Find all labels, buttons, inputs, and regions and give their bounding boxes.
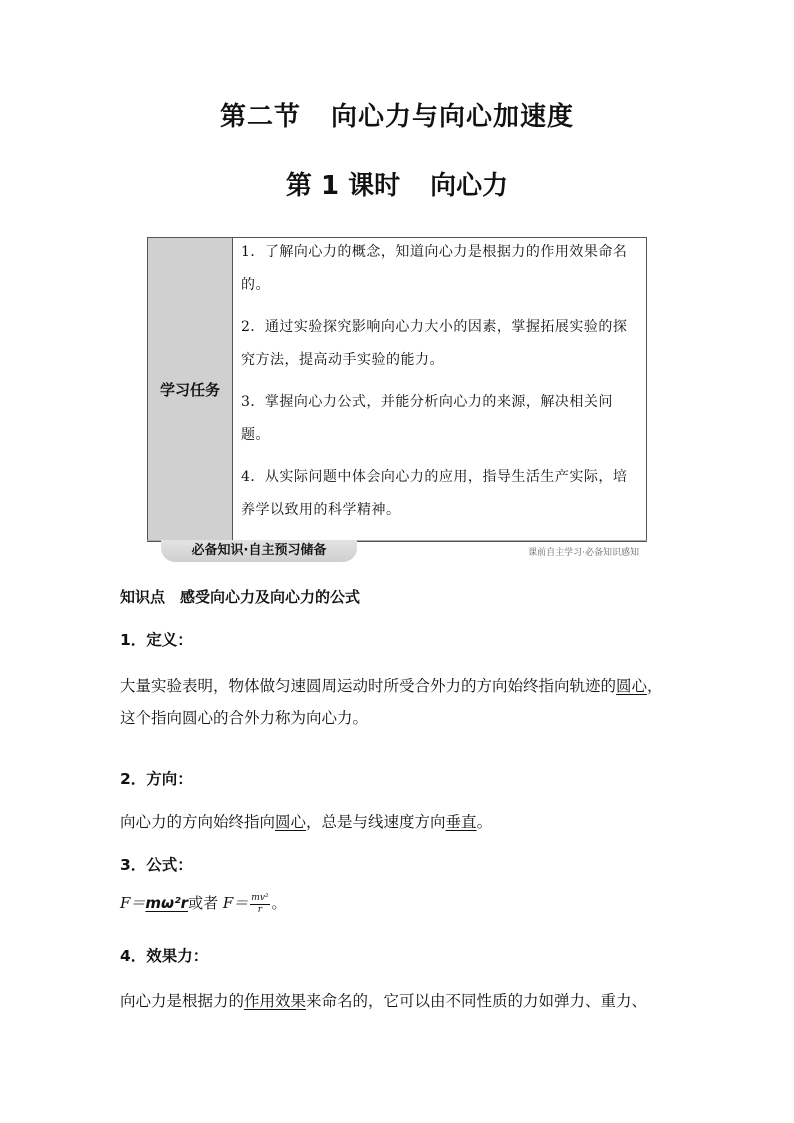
task-list bbox=[233, 238, 646, 541]
formula-connector: 或者 bbox=[188, 894, 219, 912]
direction-text: 向心力的方向始终指向 bbox=[120, 813, 276, 831]
definition-text-end: ，这个指向圆心的合外力称为向心力。 bbox=[120, 677, 663, 727]
direction-key-term-perpendicular: 垂直 bbox=[445, 813, 477, 831]
fraction-numerator: mv² bbox=[251, 892, 269, 903]
direction-paragraph bbox=[120, 806, 676, 838]
fraction-denominator: r bbox=[257, 904, 263, 915]
lesson-title bbox=[0, 165, 794, 202]
formula-expression: mω²r bbox=[145, 894, 189, 912]
effect-heading: 4．效果力： bbox=[120, 947, 209, 965]
task-item: 1．了解向心力的概念，知道向心力是根据力的作用效果命名的。 bbox=[241, 244, 628, 293]
formula-end: 。 bbox=[271, 894, 287, 912]
formula-line bbox=[120, 887, 676, 919]
task-item: 2．通过实验探究影响向心力大小的因素，掌握拓展实验的探究方法，提高动手实验的能力。 bbox=[241, 319, 628, 368]
task-item: 4．从实际问题中体会向心力的应用，指导生活生产实际，培养学以致用的科学精神。 bbox=[241, 469, 628, 518]
definition-heading: 1．定义： bbox=[120, 631, 193, 649]
formula-heading: 3．公式： bbox=[120, 856, 193, 874]
direction-text-end: 。 bbox=[476, 813, 493, 831]
formula-lhs: F＝ bbox=[120, 894, 146, 912]
direction-key-term-center: 圆心 bbox=[275, 813, 307, 831]
formula-lhs-2: F＝ bbox=[222, 894, 249, 912]
chapter-title bbox=[0, 96, 794, 133]
effect-text: 向心力是根据力的 bbox=[120, 992, 245, 1010]
definition-text: 大量实验表明，物体做匀速圆周运动时所受合外力的方向始终指向轨迹的 bbox=[120, 677, 617, 695]
chapter-section: 第二节 bbox=[219, 102, 301, 132]
knowledge-point-heading: 知识点 感受向心力及向心力的公式 bbox=[120, 588, 361, 606]
section-bar bbox=[147, 540, 647, 562]
formula-fraction bbox=[250, 893, 269, 916]
chapter-name: 向心力与向心加速度 bbox=[331, 102, 575, 132]
section-tab: 必备知识·自主预习储备 bbox=[161, 540, 357, 562]
direction-heading: 2．方向： bbox=[120, 770, 193, 788]
direction-text-mid: ，总是与线速度方向 bbox=[306, 813, 446, 831]
lesson-period: 第 1 课时 bbox=[285, 171, 401, 201]
task-item: 3．掌握向心力公式，并能分析向心力的来源，解决相关问题。 bbox=[241, 394, 613, 443]
effect-paragraph bbox=[120, 985, 676, 1017]
definition-key-term: 圆心 bbox=[616, 677, 648, 695]
task-table-label: 学习任务 bbox=[148, 238, 233, 541]
learning-task-table bbox=[147, 237, 647, 542]
section-note: 课前自主学习·必备知识感知 bbox=[528, 548, 639, 558]
effect-key-term: 作用效果 bbox=[244, 992, 307, 1010]
effect-text-end: 来命名的，它可以由不同性质的力如弹力、重力、 bbox=[306, 992, 648, 1010]
lesson-name: 向心力 bbox=[430, 171, 509, 201]
definition-paragraph bbox=[120, 670, 676, 734]
